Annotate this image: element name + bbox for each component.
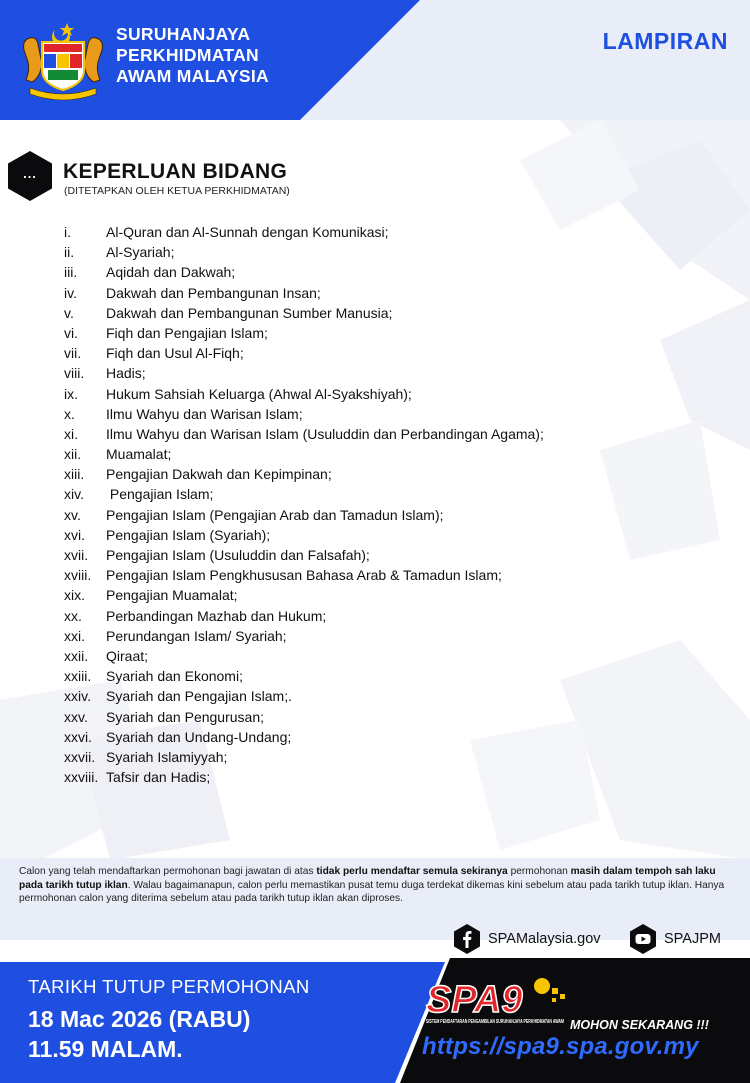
list-item-text: Ilmu Wahyu dan Warisan Islam; bbox=[106, 405, 303, 422]
list-item bbox=[64, 424, 724, 444]
list-item bbox=[64, 666, 724, 686]
list-item bbox=[64, 222, 724, 242]
list-item-text: Aqidah dan Dakwah; bbox=[106, 264, 236, 281]
coat-of-arms-icon bbox=[18, 20, 108, 102]
list-item-text: Pengajian Islam; bbox=[106, 486, 214, 503]
list-item-text: Fiqh dan Usul Al-Fiqh; bbox=[106, 345, 244, 362]
list-item-text: Tafsir dan Hadis; bbox=[106, 769, 211, 786]
spa9-logo bbox=[424, 972, 574, 1034]
apply-now-cta: MOHON SEKARANG !!! bbox=[570, 1018, 709, 1032]
list-item-text: Syariah dan Pengurusan; bbox=[106, 708, 264, 725]
notice-part-1: Calon yang telah mendaftarkan permohonan bagi jawatan di atas bbox=[19, 866, 317, 877]
list-item bbox=[64, 283, 724, 303]
list-item-text: Fiqh dan Pengajian Islam; bbox=[106, 324, 268, 341]
notice-part-2: permohonan bbox=[507, 866, 571, 877]
list-item-number: xi. bbox=[64, 425, 78, 442]
list-item bbox=[64, 363, 724, 383]
list-item-number: xiv. bbox=[64, 486, 84, 503]
list-item bbox=[64, 303, 724, 323]
list-item bbox=[64, 565, 724, 585]
list-item-number: vi. bbox=[64, 324, 78, 341]
org-name-line-3: AWAM MALAYSIA bbox=[116, 66, 269, 86]
list-item-number: xxvi. bbox=[64, 728, 92, 745]
list-item-text: Syariah dan Undang-Undang; bbox=[106, 728, 292, 745]
list-item-text: Dakwah dan Pembangunan Insan; bbox=[106, 284, 321, 301]
list-item-number: ix. bbox=[64, 385, 78, 402]
list-item-number: ii. bbox=[64, 244, 75, 261]
section-subtitle: (DITETAPKAN OLEH KETUA PERKHIDMATAN) bbox=[64, 185, 290, 197]
list-item-text: Muamalat; bbox=[106, 446, 172, 463]
list-item bbox=[64, 606, 724, 626]
list-item-number: xxii. bbox=[64, 647, 89, 664]
notice-text bbox=[19, 865, 733, 906]
list-item bbox=[64, 444, 724, 464]
list-item bbox=[64, 464, 724, 484]
list-item-number: v. bbox=[64, 304, 74, 321]
list-item-text: Hadis; bbox=[106, 365, 146, 382]
list-item-text: Pengajian Islam (Pengajian Arab dan Tamadun Islam); bbox=[106, 506, 444, 523]
facebook-icon bbox=[452, 924, 482, 954]
list-item-number: xxiii. bbox=[64, 668, 92, 685]
list-item-number: iii. bbox=[64, 264, 78, 281]
list-item bbox=[64, 767, 724, 787]
deadline-label: TARIKH TUTUP PERMOHONAN bbox=[28, 976, 310, 997]
list-item-text: Syariah dan Ekonomi; bbox=[106, 668, 243, 685]
list-item bbox=[64, 505, 724, 525]
list-item bbox=[64, 384, 724, 404]
list-item bbox=[64, 747, 724, 767]
organization-name bbox=[116, 24, 269, 87]
document-tag: LAMPIRAN bbox=[602, 28, 728, 54]
list-item-text: Syariah Islamiyyah; bbox=[106, 748, 228, 765]
list-item bbox=[64, 686, 724, 706]
list-item-number: xxviii. bbox=[64, 769, 99, 786]
notice-part-3: . Walau bagaimanapun, calon perlu memastikan pusat temu duga terdekat dikemas kini sebelum atau pada tarikh tutup iklan. Hanya permohonan calon yang diterima sebelum atau pada tarikh tutup iklan akan diproses. bbox=[19, 879, 725, 904]
notice-bold-1: tidak perlu mendaftar semula sekiranya bbox=[316, 866, 508, 877]
list-item bbox=[64, 707, 724, 727]
field-list bbox=[64, 222, 724, 787]
list-item-number: xxv. bbox=[64, 708, 88, 725]
list-item bbox=[64, 727, 724, 747]
list-item bbox=[64, 343, 724, 363]
youtube-link[interactable] bbox=[628, 924, 721, 954]
spa9-logo-subtext: SISTEM PENDAFTARAN PENGAMBILAN SURUHANJAYA PERKHIDMATAN AWAM bbox=[426, 1019, 564, 1025]
deadline-time: 11.59 MALAM. bbox=[28, 1036, 183, 1062]
list-item-text: Pengajian Islam (Syariah); bbox=[106, 526, 271, 543]
list-item-text: Dakwah dan Pembangunan Sumber Manusia; bbox=[106, 304, 393, 321]
list-item-number: xxi. bbox=[64, 627, 85, 644]
list-item-number: xx. bbox=[64, 607, 82, 624]
notice-bold-2: masih dalam tempoh sah laku pada tarikh tutup iklan bbox=[19, 866, 716, 891]
org-name-line-2: PERKHIDMATAN bbox=[116, 45, 259, 65]
list-item-number: x. bbox=[64, 405, 75, 422]
list-item-text: Ilmu Wahyu dan Warisan Islam (Usuluddin dan Perbandingan Agama); bbox=[106, 425, 544, 442]
list-item bbox=[64, 545, 724, 565]
list-item-number: xxvii. bbox=[64, 748, 96, 765]
list-item-number: xix. bbox=[64, 587, 85, 604]
list-item-number: xvi. bbox=[64, 526, 85, 543]
list-item-number: xiii. bbox=[64, 466, 85, 483]
list-item bbox=[64, 626, 724, 646]
list-item-text: Pengajian Islam Pengkhususan Bahasa Arab & Tamadun Islam; bbox=[106, 567, 502, 584]
list-item-number: i. bbox=[64, 224, 71, 240]
list-item-number: xv. bbox=[64, 506, 81, 523]
list-item bbox=[64, 646, 724, 666]
application-url[interactable]: https://spa9.spa.gov.my bbox=[422, 1033, 699, 1060]
list-item-text: Perbandingan Mazhab dan Hukum; bbox=[106, 607, 327, 624]
list-item bbox=[64, 484, 724, 504]
list-item bbox=[64, 262, 724, 282]
list-item bbox=[64, 525, 724, 545]
list-item-text: Pengajian Islam (Usuluddin dan Falsafah); bbox=[106, 547, 370, 563]
list-item-text: Syariah dan Pengajian Islam;. bbox=[106, 688, 292, 705]
list-item bbox=[64, 242, 724, 262]
list-item bbox=[64, 323, 724, 343]
list-item-text: Pengajian Muamalat; bbox=[106, 587, 238, 604]
org-name-line-1: SURUHANJAYA bbox=[116, 24, 251, 44]
spa9-logo-text: SPA9 bbox=[426, 979, 523, 1021]
list-item-text: Al-Syariah; bbox=[106, 244, 175, 261]
list-item-text: Al-Quran dan Al-Sunnah dengan Komunikasi; bbox=[106, 224, 389, 240]
list-item-number: xii. bbox=[64, 446, 82, 463]
facebook-label: SPAMalaysia.gov bbox=[488, 931, 601, 947]
list-item-number: vii. bbox=[64, 345, 82, 362]
list-item-text: Qiraat; bbox=[106, 647, 149, 664]
list-item-number: iv. bbox=[64, 284, 77, 301]
list-item-number: viii. bbox=[64, 365, 85, 382]
list-item-text: Perundangan Islam/ Syariah; bbox=[106, 627, 287, 644]
section-badge: ... bbox=[23, 166, 37, 181]
youtube-icon bbox=[628, 924, 658, 954]
facebook-link[interactable] bbox=[452, 924, 601, 954]
list-item bbox=[64, 585, 724, 605]
youtube-label: SPAJPM bbox=[664, 931, 721, 947]
list-item-text: Pengajian Dakwah dan Kepimpinan; bbox=[106, 466, 332, 483]
deadline-date: 18 Mac 2026 (RABU) bbox=[28, 1006, 251, 1032]
list-item-number: xvii. bbox=[64, 547, 89, 563]
list-item-number: xviii. bbox=[64, 567, 92, 584]
section-title: KEPERLUAN BIDANG bbox=[63, 160, 288, 183]
list-item-number: xxiv. bbox=[64, 688, 91, 705]
list-item bbox=[64, 404, 724, 424]
list-item-text: Hukum Sahsiah Keluarga (Ahwal Al-Syakshiyah); bbox=[106, 385, 412, 402]
